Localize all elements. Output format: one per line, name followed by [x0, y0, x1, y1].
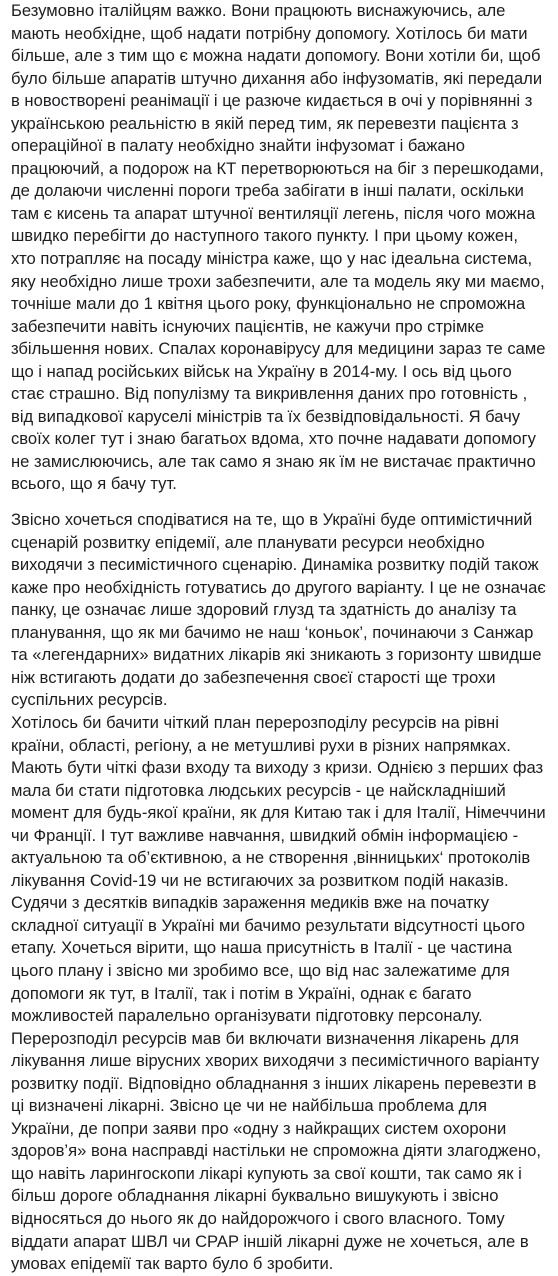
post-paragraph: Звісно хочеться сподіватися на те, що в Україні буде оптимістичний сценарій розвитку епідемії, але планувати ресурси необхідно виходячи з песимістичного сценарію. Динаміка розвитку подій також каже про необхідність готуватись до другого варіанту. І це не означає панку, це означає лише здоровий глузд та здатність до аналізу та планування, що як ми бачимо не наш ‘коньок’, починаючи з Санжар та «легендарних» видатних лікарів які зникають з горизонту швидше ніж встигають додати до забезпечення своєї старості ще трохи суспільних ресурсів. — [11, 510, 546, 710]
post-paragraph: Судячи з десятків випадків зараження медиків вже на початку складної ситуації в Україні ми бачимо результати відсутності цього етапу. Хочеться вірити, що наша присутність в Італії - це частина цього плану і звісно ми зробимо все, що від нас залежатиме для допомоги як тут, в Італії, так і потім в Україні, однак є багато можливостей паралельно організувати підготовку персоналу. — [11, 893, 525, 1026]
post-paragraph: Перерозподіл ресурсів мав би включати визначення лікарень для лікування лише вірусних хворих виходячи з песимістичного варіанту розвитку події. Відповідно обладнання з інших лікарень перевезти в ці визначені лікарні. Звісно це чи не найбільша проблема для України, де попри заяви про «одну з найкращих систем охорони здоров’я» вона насправді настільки не спроможна діяти злагоджено, що навіть ларингоскопи лікарі купують за свої кошти, так само як і більш дороге обладнання лікарні буквально вишукують і звісно відносяться до нього як до найдорожчого і свого власного. Тому віддати апарат ШВЛ чи CPAP іншій лікарні дуже не хочеться, але в умовах епідемії так варто було б зробити. — [11, 1028, 542, 1274]
post-paragraph: Безумовно італійцям важко. Вони працюють виснажуючись, але мають необхідне, щоб надати потрібну допомогу. Хотілось би мати більше, але з тим що є можна надати допомогу. Вони хотіли би, щоб було більше апаратів штучно дихання або інфузоматів, які передали в новостворені реанімації і це разюче кидається в очі у порівнянні з українською реальністю в якій перед тим, як перевезти пацієнта з операційної в палату необхідно знайти інфузомат і бажано працюючий, а подорож на КТ перетворюються на біг з перешкодами, де долаючи численні пороги треба забігати в інші палати, оскільки там є кисень та апарат штучної вентиляції легень, після чого можна швидко перебігти до наступного такого пункту. І при цьому кожен, хто потрапляє на посаду міністра каже, що у нас ідеальна система, яку необхідно лише трохи забезпечити, але та модель яку ми маємо, точніше мали до 1 квітня цього року, функціонально не спроможна забезпечити навіть існуючих пацієнтів, не кажучи про стрімке збільшення нових. Спалах коронавірусу для медицини зараз те саме що і напад російських військ на Україну в 2014-му. І ось від цього стає страшно. Від популізму та викривлення даних про готовність , від випадкової каруселі міністрів та їх безвідповідальності. Я бачу своїх колег тут і знаю багатьох вдома, хто почне надавати допомогу не замислюючись, але так само я знаю як їм не вистачає практично всього, що я бачу тут. — [11, 1, 546, 494]
post-paragraph: Хотілось би бачити чіткий план перерозподілу ресурсів на рівні країни, області, регіону, а не метушливі рухи в різних напрямках. Мають бути чіткі фази входу та виходу з кризи. Однією з перших фаз мала би стати підготовка людських ресурсів - це найскладніший момент для будь-якої країни, як для Китаю так і для Італії, Німеччини чи Франції. І тут важливе навчання, швидкий обмін інформацією - актуальною та об’єктивною, а не створення ‚вінницьких‘ протоколів лікування Covid-19 чи не встигаючих за розвитком подій наказів. — [11, 712, 546, 890]
